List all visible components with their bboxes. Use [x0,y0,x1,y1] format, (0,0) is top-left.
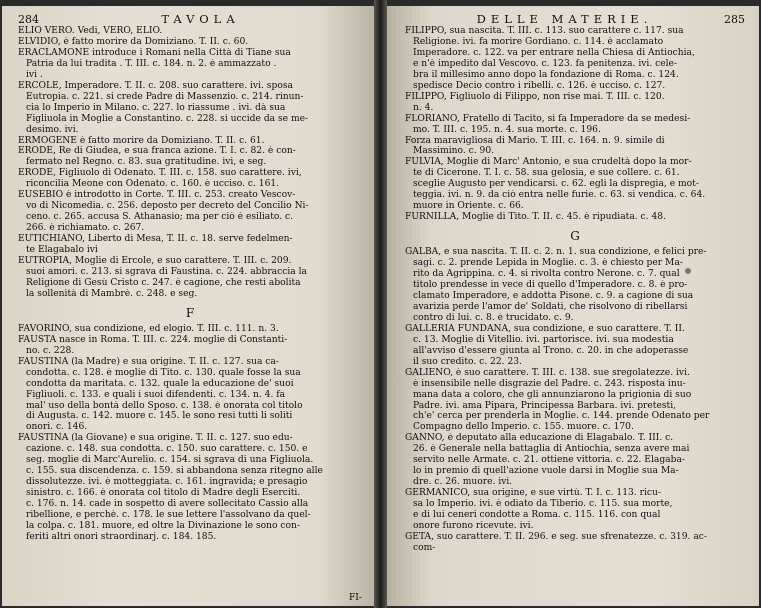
entry-line: ERCOLE, Imperadore. T. II. c. 208. suo carattere. ivi. sposa [18,80,293,91]
entry-line: il suo credito. c. 22. 23. [413,356,522,367]
entry-line: FLORIANO, Fratello di Tacito, si fa Imperadore da se medesi- [405,113,691,124]
entry-line: c. 155. sua discendenza. c. 159. si abbandona senza ritegno alle [26,466,323,477]
entry-line: feriti altri onori straordinarj. c. 184. 185. [26,531,217,542]
index-entry [18,256,362,300]
entry-line: c. 13. Moglie di Vitellio. ivi. partorisce. ivi. sua modestia [413,334,674,345]
index-entry [405,157,745,212]
entry-line: teggia. ivi. n. 9. da ciò entra nelle furie. c. 63. si vendica. c. 64. [413,190,706,201]
entry-line: cazione. c. 148. sua condotta. c. 150. suo carattere. c. 150. e [26,444,308,455]
entry-line: vo di Nicomedia. c. 256. deposto per decreto del Concilio Ni- [26,201,309,212]
entry-line: condotta da maritata. c. 132. quale la educazione de' suoi [26,378,294,389]
entry-line: servito nelle Armate. c. 21. ottiene vittoria. c. 22. Elagaba- [413,455,685,466]
entry-line: mana data a coloro, che gli annunziarono la prigionia di suo [413,389,692,400]
entry-line: FULVIA, Moglie di Marc' Antonio, e sua crudeltà dopo la mor- [405,157,692,168]
entry-line: contro di lui. c. 8. è trucidato. c. 9. [413,312,574,323]
entry-line: EUTROPIA, Moglie di Ercole, e suo carattere. T. III. c. 209. [18,256,292,267]
index-entry [18,190,362,234]
left-index-entries [18,26,362,300]
entry-line: GETA, suo carattere. T. II. 296. e seg. sue sfrenatezze. c. 319. ac- [405,531,707,542]
index-entry [18,146,362,168]
entry-line: rito da Agrippina. c. 4. si rivolta contro Nerone. c. 7. qual [413,269,680,280]
index-entry [18,324,362,335]
right-running-title: DELLE MATERIE. [476,12,653,26]
index-entry [18,81,362,136]
entry-line: Religione. ivi. fa morire Gordiano. c. 114. è acclamato [413,36,664,47]
entry-line: ELVIDIO, è fatto morire da Domiziano. T. II. c. 60. [18,36,249,47]
entry-line: 266. è richiamato. c. 267. [26,223,145,234]
entry-line: 26. è Generale nella battaglia di Antiochia, senza avere mai [413,444,690,455]
entry-line: FAUSTINA (la Madre) e sua origine. T. II. c. 127. sua ca- [18,356,279,367]
entry-line: EUSEBIO è introdotto in Corte. T. III. c. 253. creato Vescov- [18,190,296,201]
right-page [387,6,759,606]
index-entry [405,247,745,324]
entry-line: FILIPPO, sua nascita. T. III. c. 113. suo carattere c. 117. sua [405,26,684,36]
index-entry [18,357,362,434]
entry-line: te Elagabalo ivi [26,245,98,256]
entry-line: e n'è impedito dal Vescovo. c. 123. fa penitenza. ivi. cele- [413,58,678,69]
book-gutter [374,0,387,608]
index-entry [18,48,362,81]
index-entry [405,433,745,488]
index-entry [405,212,745,223]
entry-line: sinistro. c. 166. è onorata col titolo di Madre degli Eserciti. [26,488,301,499]
entry-line: clamato Imperadore, e addotta Pisone. c. 9. a cagione di sua [413,290,694,301]
entry-line: suoi amori. c. 213. si sgrava di Faustina. c. 224. abbraccia la [26,266,307,277]
entry-line: Forza maravigliosa di Mario. T. III. c. 164. n. 9. simile di [405,135,665,146]
ink-blot [685,268,691,274]
right-index-entries [405,26,745,223]
entry-line: Figliuoli. c. 133. e quali i suoi difendenti. c. 134. n. 4. fa [26,389,286,400]
entry-line: sceglie Augusto per vendicarsi. c. 62. egli la dispregia, e mot- [413,179,699,190]
index-entry [18,136,362,147]
index-entry [18,37,362,48]
entry-line: all'avviso d'essere giunta al Trono. c. 20. in che adoperasse [413,345,689,356]
left-running-title: TAVOLA [161,12,240,26]
entry-line: lo in premio di quell'azione vuole darsi in Moglie sua Ma- [413,466,679,477]
entry-line: ribellione, e perchè. c. 178. le sue lettere l'assolvano da quel- [26,510,311,521]
entry-line: Imperadore. c. 122. va per entrare nella Chiesa di Antiochia, [413,47,695,58]
left-page [2,6,374,606]
entry-line: fermato nel Regno. c. 83. sua gratitudine. ivi, e seg. [26,157,267,168]
entry-line: di Augusta. c. 142. muore c. 145. le sono resi tutti li soliti [26,411,293,422]
entry-line: no. c. 228. [26,345,75,356]
entry-line: cia lo Imperio in Milano. c. 227. lo riassume . ivi. dà sua [26,102,286,113]
entry-line: avarizia perde l'amor de' Soldati, che risolvono di ribellarsi [413,301,688,312]
entry-line: ch'e' cerca per prenderla in Moglie. c. 144. prende Odenato per [413,411,710,422]
entry-line: te di Cicerone. T. I. c. 58. sua gelosia, e sue collere. c. 61. [413,168,680,179]
entry-line: FAUSTINA (la Giovane) e sua origine. T. II. c. 127. suo edu- [18,433,293,444]
entry-line: FAUSTA nasce in Roma. T. III. c. 224. moglie di Constanti- [18,334,288,345]
catchword: FI- [348,593,362,604]
left-page-number: 284 [18,13,39,26]
entry-line: GERMANICO, sua origine, e sue virtù. T. I. c. 113. ricu- [405,488,661,499]
entry-line: mal' uso della bontà dello Sposo. c. 138. è onorata col titolo [26,400,303,411]
entry-line: c. 176. n. 14. cade in sospetto di avere sollecitato Cassio alla [26,499,309,510]
entry-line: sa lo Imperio. ivi. è odiato da Tiberio. c. 115. sua morte, [413,499,673,510]
entry-line: riconcilia Meone con Odenato. c. 160. è ucciso. c. 161. [26,179,280,190]
entry-line: Padre. ivi. ama Pipara, Principessa Barbara. ivi. pretesti, [413,400,677,411]
entry-line: bra il millesimo anno dopo la fondazione di Roma. c. 124. [413,69,679,80]
index-entry [405,532,745,554]
entry-line: condotta. c. 128. è moglie di Tito. c. 130. quale fosse la sua [26,367,301,378]
right-index-entries-g [405,247,745,554]
entry-line: ERACLAMONE introduce i Romani nella Città di Tiane sua [18,47,291,58]
index-entry [405,488,745,532]
entry-line: GALBA, e sua nascita. T. II. c. 2. n. 1. sua condizione, e felici pre- [405,247,707,258]
entry-line: GALLERIA FUNDANA, sua condizione, e suo carattere. T. II. [405,323,685,334]
entry-line: ERODE, Re di Giudea, e sua franca azione. T. I. c. 82. è con- [18,146,296,157]
entry-line: ceno. c. 265. accusa S. Athanasio; ma per ciò è esiliato. c. [26,212,294,223]
entry-line: desimo. ivi. [26,124,79,135]
entry-line: GANNO, è deputato alla educazione di Elagabalo. T. III. c. [405,433,674,444]
entry-line: onore furono ricevute. ivi. [413,520,534,531]
entry-line: n. 4. [413,102,434,113]
entry-line: spedisce Decio contro i ribelli. c. 126. è ucciso. c. 127. [413,80,666,91]
entry-line: sagi. c. 2. prende Lepida in Moglie. c. 3. è chiesto per Ma- [413,258,683,269]
entry-line: com- [413,542,436,553]
entry-line: Eutropia. c. 221. si crede Padre di Massenzio. c. 214. rinun- [26,91,304,102]
section-letter-g: G [570,229,580,244]
entry-line: muore in Oriente. c. 66. [413,201,524,212]
entry-line: FILIPPO, Figliuolo di Filippo, non rise mai. T. III. c. 120. [405,91,665,102]
entry-line: dre. c. 26. muore. ivi. [413,477,513,488]
entry-line: onori. c. 146. [26,422,88,433]
index-entry [405,136,745,158]
left-index-entries-f [18,324,362,543]
index-entry [405,92,745,114]
index-entry [18,335,362,357]
entry-line: Figliuola in Moglie a Constantino. c. 228. si uccide da se me- [26,113,309,124]
entry-line: mo. T. III. c. 195. n. 4. sua morte. c. 196. [413,124,601,135]
entry-line: la sollenità di Mambrè. c. 248. e seg. [26,288,198,299]
entry-line: la colpa. c. 181. muore, ed oltre la Divinazione le sono con- [26,520,300,531]
entry-line: Massimino. c. 90. [413,146,495,157]
index-entry [18,234,362,256]
index-entry [405,368,745,434]
entry-line: FURNILLA, Moglie di Tito. T. II. c. 45. è ripudiata. c. 48. [405,212,666,223]
entry-line: Compagno dello Imperio. c. 155. muore. c. 170. [413,422,634,433]
section-letter-f: F [185,305,195,320]
right-page-number: 285 [724,13,745,26]
entry-line: ELIO VERO. Vedi, VERO, ELIO. [18,26,163,36]
entry-line: e di lui ceneri condotte a Roma. c. 115. 116. con qual [413,510,661,521]
right-running-head [405,12,745,25]
index-entry [18,168,362,190]
entry-line: GALIENO, è suo carattere. T. III. c. 138. sue sregolatezze. ivi. [405,367,690,378]
index-entry [18,433,362,543]
index-entry [405,26,745,92]
entry-line: EUTICHIANO, Liberto di Mesa, T. II. c. 18. serve fedelmen- [18,234,293,245]
entry-line: FAVORINO, sua condizione, ed elogio. T. III. c. 111. n. 3. [18,323,279,334]
index-entry [405,324,745,368]
entry-line: ivi . [26,69,43,80]
entry-line: Patria da lui tradita . T. III. c. 184. n. 2. è ammazzato . [26,58,277,69]
entry-line: Religione di Gesù Cristo c. 247. è cagione, che resti abolita [26,277,301,288]
left-running-head [18,12,362,25]
entry-line: seg. moglie di Marc'Aurelio. c. 154. si sgrava di una Figliuola. [26,455,314,466]
entry-line: è insensibile nelle disgrazie del Padre. c. 243. risposta inu- [413,378,686,389]
index-entry [405,114,745,136]
entry-line: titolo prendesse in vece di quello d'Imperadore. c. 8. è pro- [413,280,688,291]
entry-line: ERMOGENE è fatto morire da Domiziano. T. II. c. 61. [18,135,265,146]
index-entry [18,26,362,37]
entry-line: dissolutezze. ivi. è motteggiata. c. 161. ingravida; e presagio [26,477,308,488]
entry-line: ERODE, Figliuolo di Odenato. T. III. c. 158. suo carattere. ivi, [18,168,302,179]
